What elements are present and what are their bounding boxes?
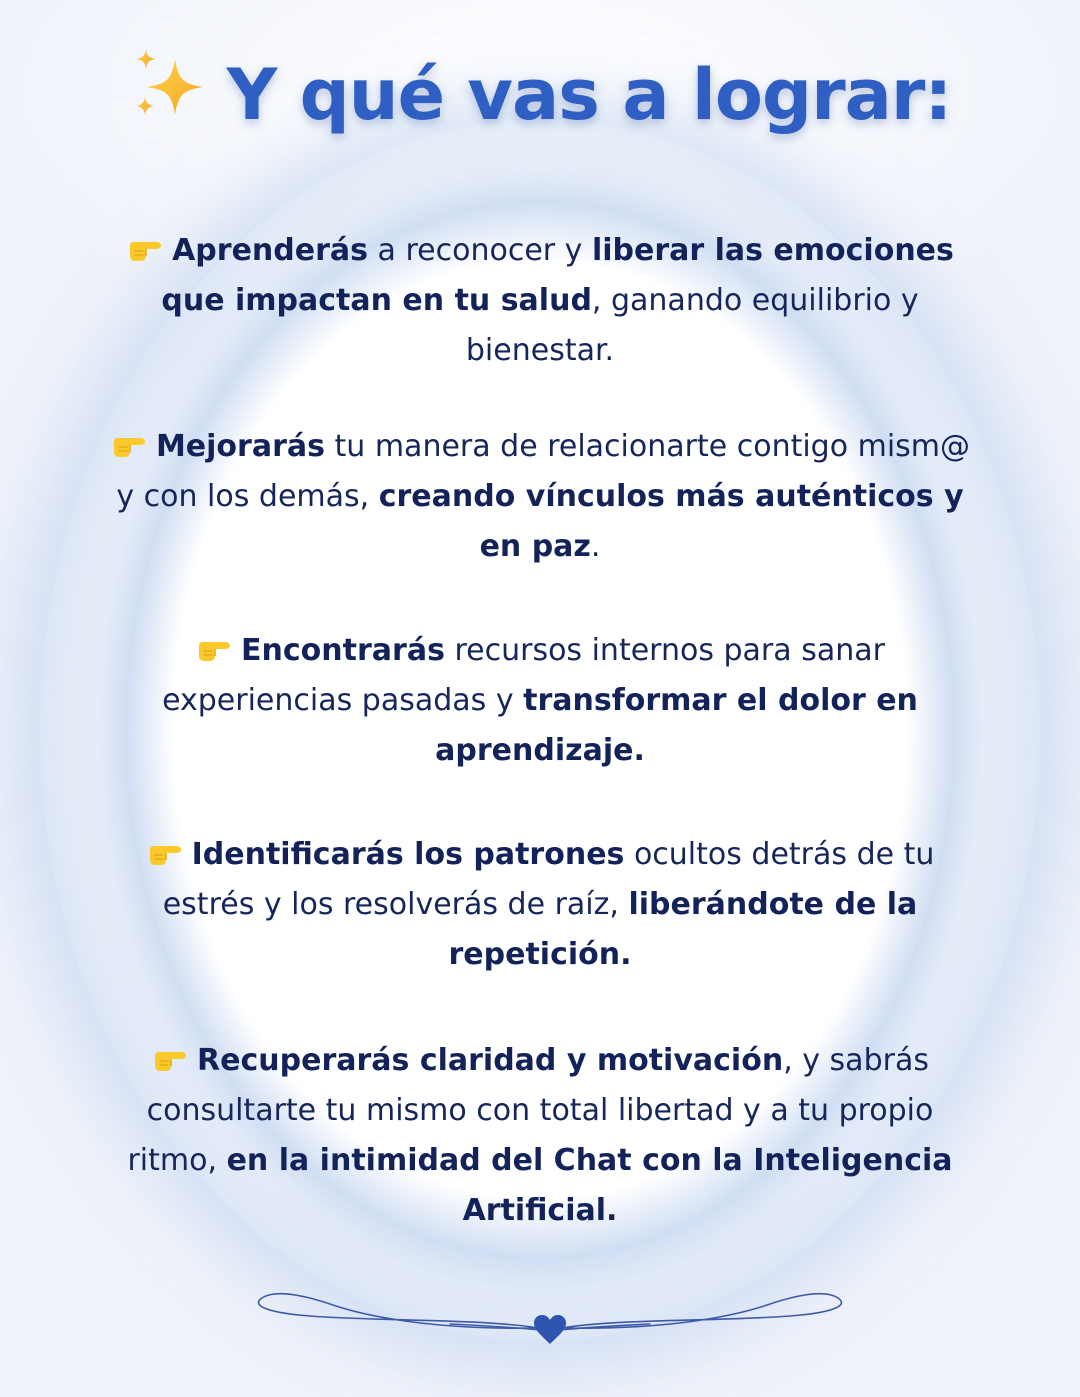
pointing-hand-icon <box>151 1045 189 1073</box>
benefit-bold-text: Mejorarás <box>155 429 325 464</box>
benefit-regular-text: tu manera de relacionarte contigo mism@ y con los demás, <box>116 429 971 514</box>
benefit-bold-text: transformar el dolor en aprendizaje. <box>435 683 918 768</box>
benefit-regular-text: , ganando equilibrio y bienestar. <box>465 283 919 368</box>
pointing-hand-icon <box>110 431 148 459</box>
sparkles-icon <box>129 45 209 125</box>
benefit-regular-text: . <box>590 529 601 564</box>
benefit-item-1 <box>100 226 980 376</box>
benefit-text <box>162 633 918 768</box>
page-title-text: Y qué vas a lograr: <box>226 54 952 136</box>
benefit-bold-text: en la intimidad del Chat con la Inteligencia Artificial. <box>226 1143 953 1228</box>
benefit-regular-text: , y sabrás consultarte tu mismo con total libertad y a tu propio ritmo, <box>127 1043 934 1178</box>
benefit-text <box>127 1043 952 1228</box>
heart-flourish-icon <box>240 1280 860 1360</box>
pointing-hand-icon <box>126 235 164 263</box>
benefit-item-3 <box>100 626 980 776</box>
benefit-regular-text: ocultos detrás de tu estrés y los resolverás de raíz, <box>162 837 935 922</box>
page-title <box>0 45 1080 136</box>
pointing-hand-icon <box>195 635 233 663</box>
benefit-bold-text: liberar las emociones que impactan en tu salud <box>161 233 954 318</box>
benefit-bold-text: Encontrarás <box>241 633 445 668</box>
benefit-item-2 <box>100 422 980 572</box>
benefit-item-5 <box>100 1036 980 1236</box>
benefit-bold-text: Aprenderás <box>172 233 369 268</box>
benefit-text <box>161 233 954 368</box>
benefit-item-4 <box>100 830 980 980</box>
benefit-bold-text: Identificarás los patrones <box>191 837 625 872</box>
benefit-regular-text: recursos internos para sanar experiencias pasadas y <box>162 633 885 718</box>
benefit-bold-text: creando vínculos más auténticos y en paz <box>378 479 964 564</box>
pointing-hand-icon <box>146 839 184 867</box>
benefit-text <box>116 429 970 564</box>
benefit-bold-text: Recuperarás claridad y motivación <box>197 1043 784 1078</box>
benefit-text <box>163 837 935 972</box>
benefit-regular-text: a reconocer y <box>368 233 592 268</box>
benefit-bold-text: liberándote de la repetición. <box>448 887 918 972</box>
